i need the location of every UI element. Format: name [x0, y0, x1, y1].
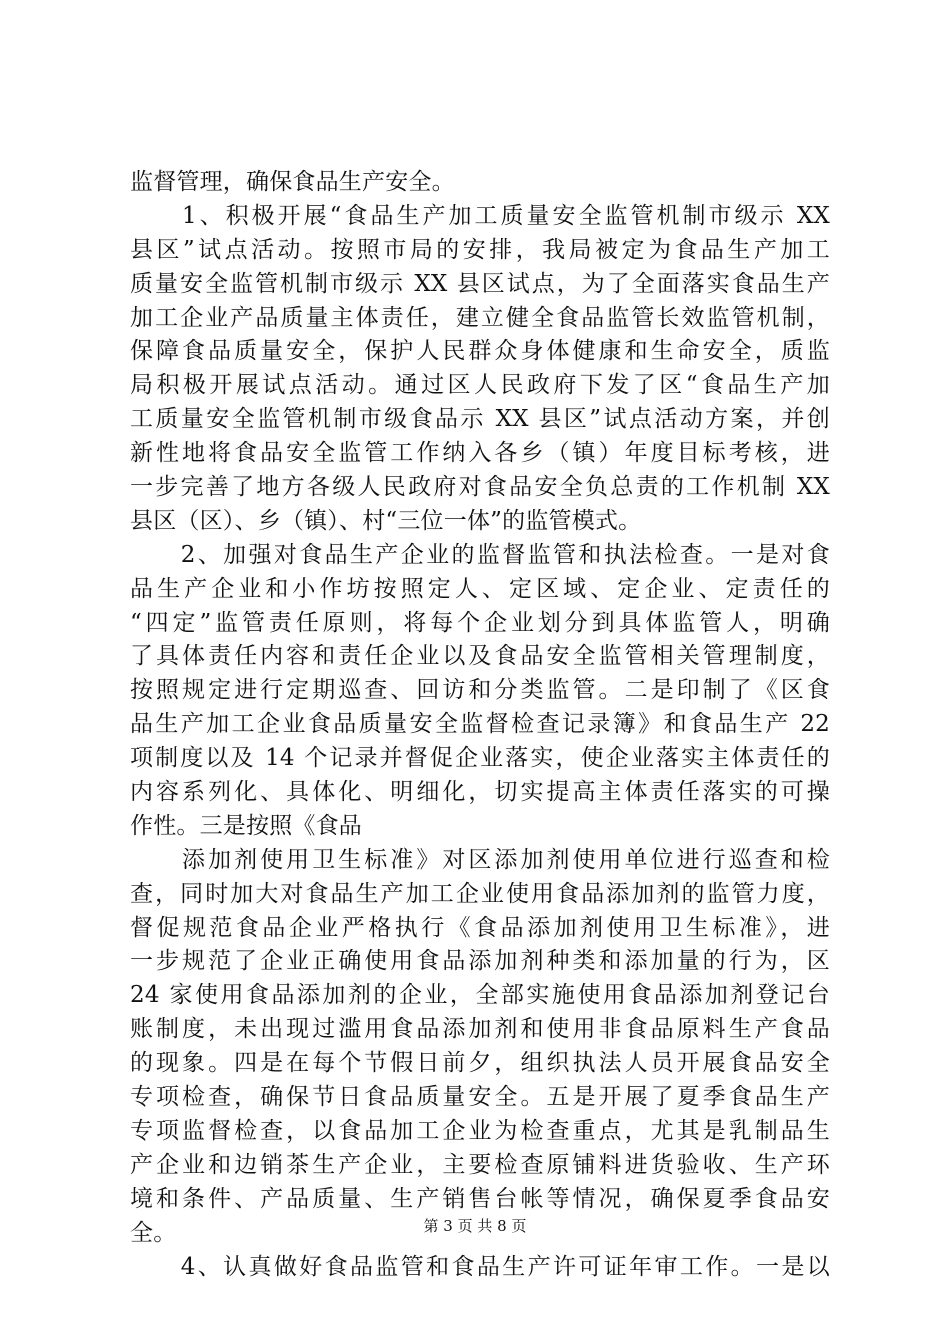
text-line: 全。	[130, 1219, 177, 1246]
text-line: 24 家使用食品添加剂的企业，全部实施使用食品添加剂登记台	[130, 982, 830, 1009]
text-line: 保障食品质量安全，保护人民群众身体健康和生命安全，质监	[130, 338, 830, 365]
text-line: 新性地将食品安全监管工作纳入各乡（镇）年度目标考核，进	[130, 440, 830, 467]
text-line: 品生产企业和小作坊按照定人、定区域、定企业、定责任的	[130, 575, 830, 602]
text-line: 监督管理，确保食品生产安全。	[130, 169, 455, 195]
text-line: 一步规范了企业正确使用食品添加剂种类和添加量的行为，区	[130, 948, 830, 975]
text-line: 4、认真做好食品监管和食品生产许可证年审工作。一是以	[130, 1253, 830, 1280]
body-text	[130, 166, 830, 1284]
text-line: 一步完善了地方各级人民政府对食品安全负总责的工作机制 XX	[130, 474, 830, 501]
text-line: 产企业和边销茶生产企业，主要检查原铺料进货验收、生产环	[130, 1151, 830, 1178]
text-line: “四定”监管责任原则，将每个企业划分到具体监管人，明确	[130, 609, 830, 636]
text-line: 2、加强对食品生产企业的监督监管和执法检查。一是对食	[130, 541, 830, 568]
text-line: 内容系列化、具体化、明细化，切实提高主体责任落实的可操	[130, 779, 830, 806]
text-line: 了具体责任内容和责任企业以及食品安全监管相关管理制度，	[130, 643, 830, 670]
text-line: 1、积极开展“食品生产加工质量安全监管机制市级示 XX	[130, 202, 830, 229]
text-line: 督促规范食品企业严格执行《食品添加剂使用卫生标准》，进	[130, 914, 830, 941]
text-line: 添加剂使用卫生标准》对区添加剂使用单位进行巡查和检	[130, 846, 830, 873]
text-line: 作性。三是按照《食品	[130, 812, 362, 839]
text-line: 县区”试点活动。按照市局的安排，我局被定为食品生产加工	[130, 236, 830, 263]
page-number-footer: 第 3 页 共 8 页	[423, 1217, 527, 1235]
text-line: 局积极开展试点活动。通过区人民政府下发了区“食品生产加	[130, 372, 830, 399]
text-line: 专项检查，确保节日食品质量安全。五是开展了夏季食品生产	[130, 1084, 830, 1111]
text-line: 项制度以及 14 个记录并督促企业落实，使企业落实主体责任的	[130, 745, 830, 772]
text-line: 的现象。四是在每个节假日前夕，组织执法人员开展食品安全	[130, 1050, 830, 1077]
text-line: 查，同时加大对食品生产加工企业使用食品添加剂的监管力度，	[130, 880, 830, 907]
text-line: 加工企业产品质量主体责任，建立健全食品监管长效监管机制，	[130, 304, 830, 331]
text-line: 账制度，未出现过滥用食品添加剂和使用非食品原料生产食品	[130, 1016, 830, 1043]
text-line: 县区（区）、乡（镇）、村“三位一体”的监管模式。	[130, 507, 642, 534]
text-line: 工质量安全监管机制市级食品示 XX 县区”试点活动方案，并创	[130, 406, 830, 433]
text-line: 质量安全监管机制市级示 XX 县区试点，为了全面落实食品生产	[130, 270, 830, 297]
text-line: 专项监督检查，以食品加工企业为检查重点，尤其是乳制品生	[130, 1117, 830, 1144]
text-line: 按照规定进行定期巡查、回访和分类监管。二是印制了《区食	[130, 677, 830, 704]
text-line: 境和条件、产品质量、生产销售台帐等情况，确保夏季食品安	[130, 1185, 830, 1212]
text-line: 品生产加工企业食品质量安全监督检查记录簿》和食品生产 22	[130, 711, 830, 738]
